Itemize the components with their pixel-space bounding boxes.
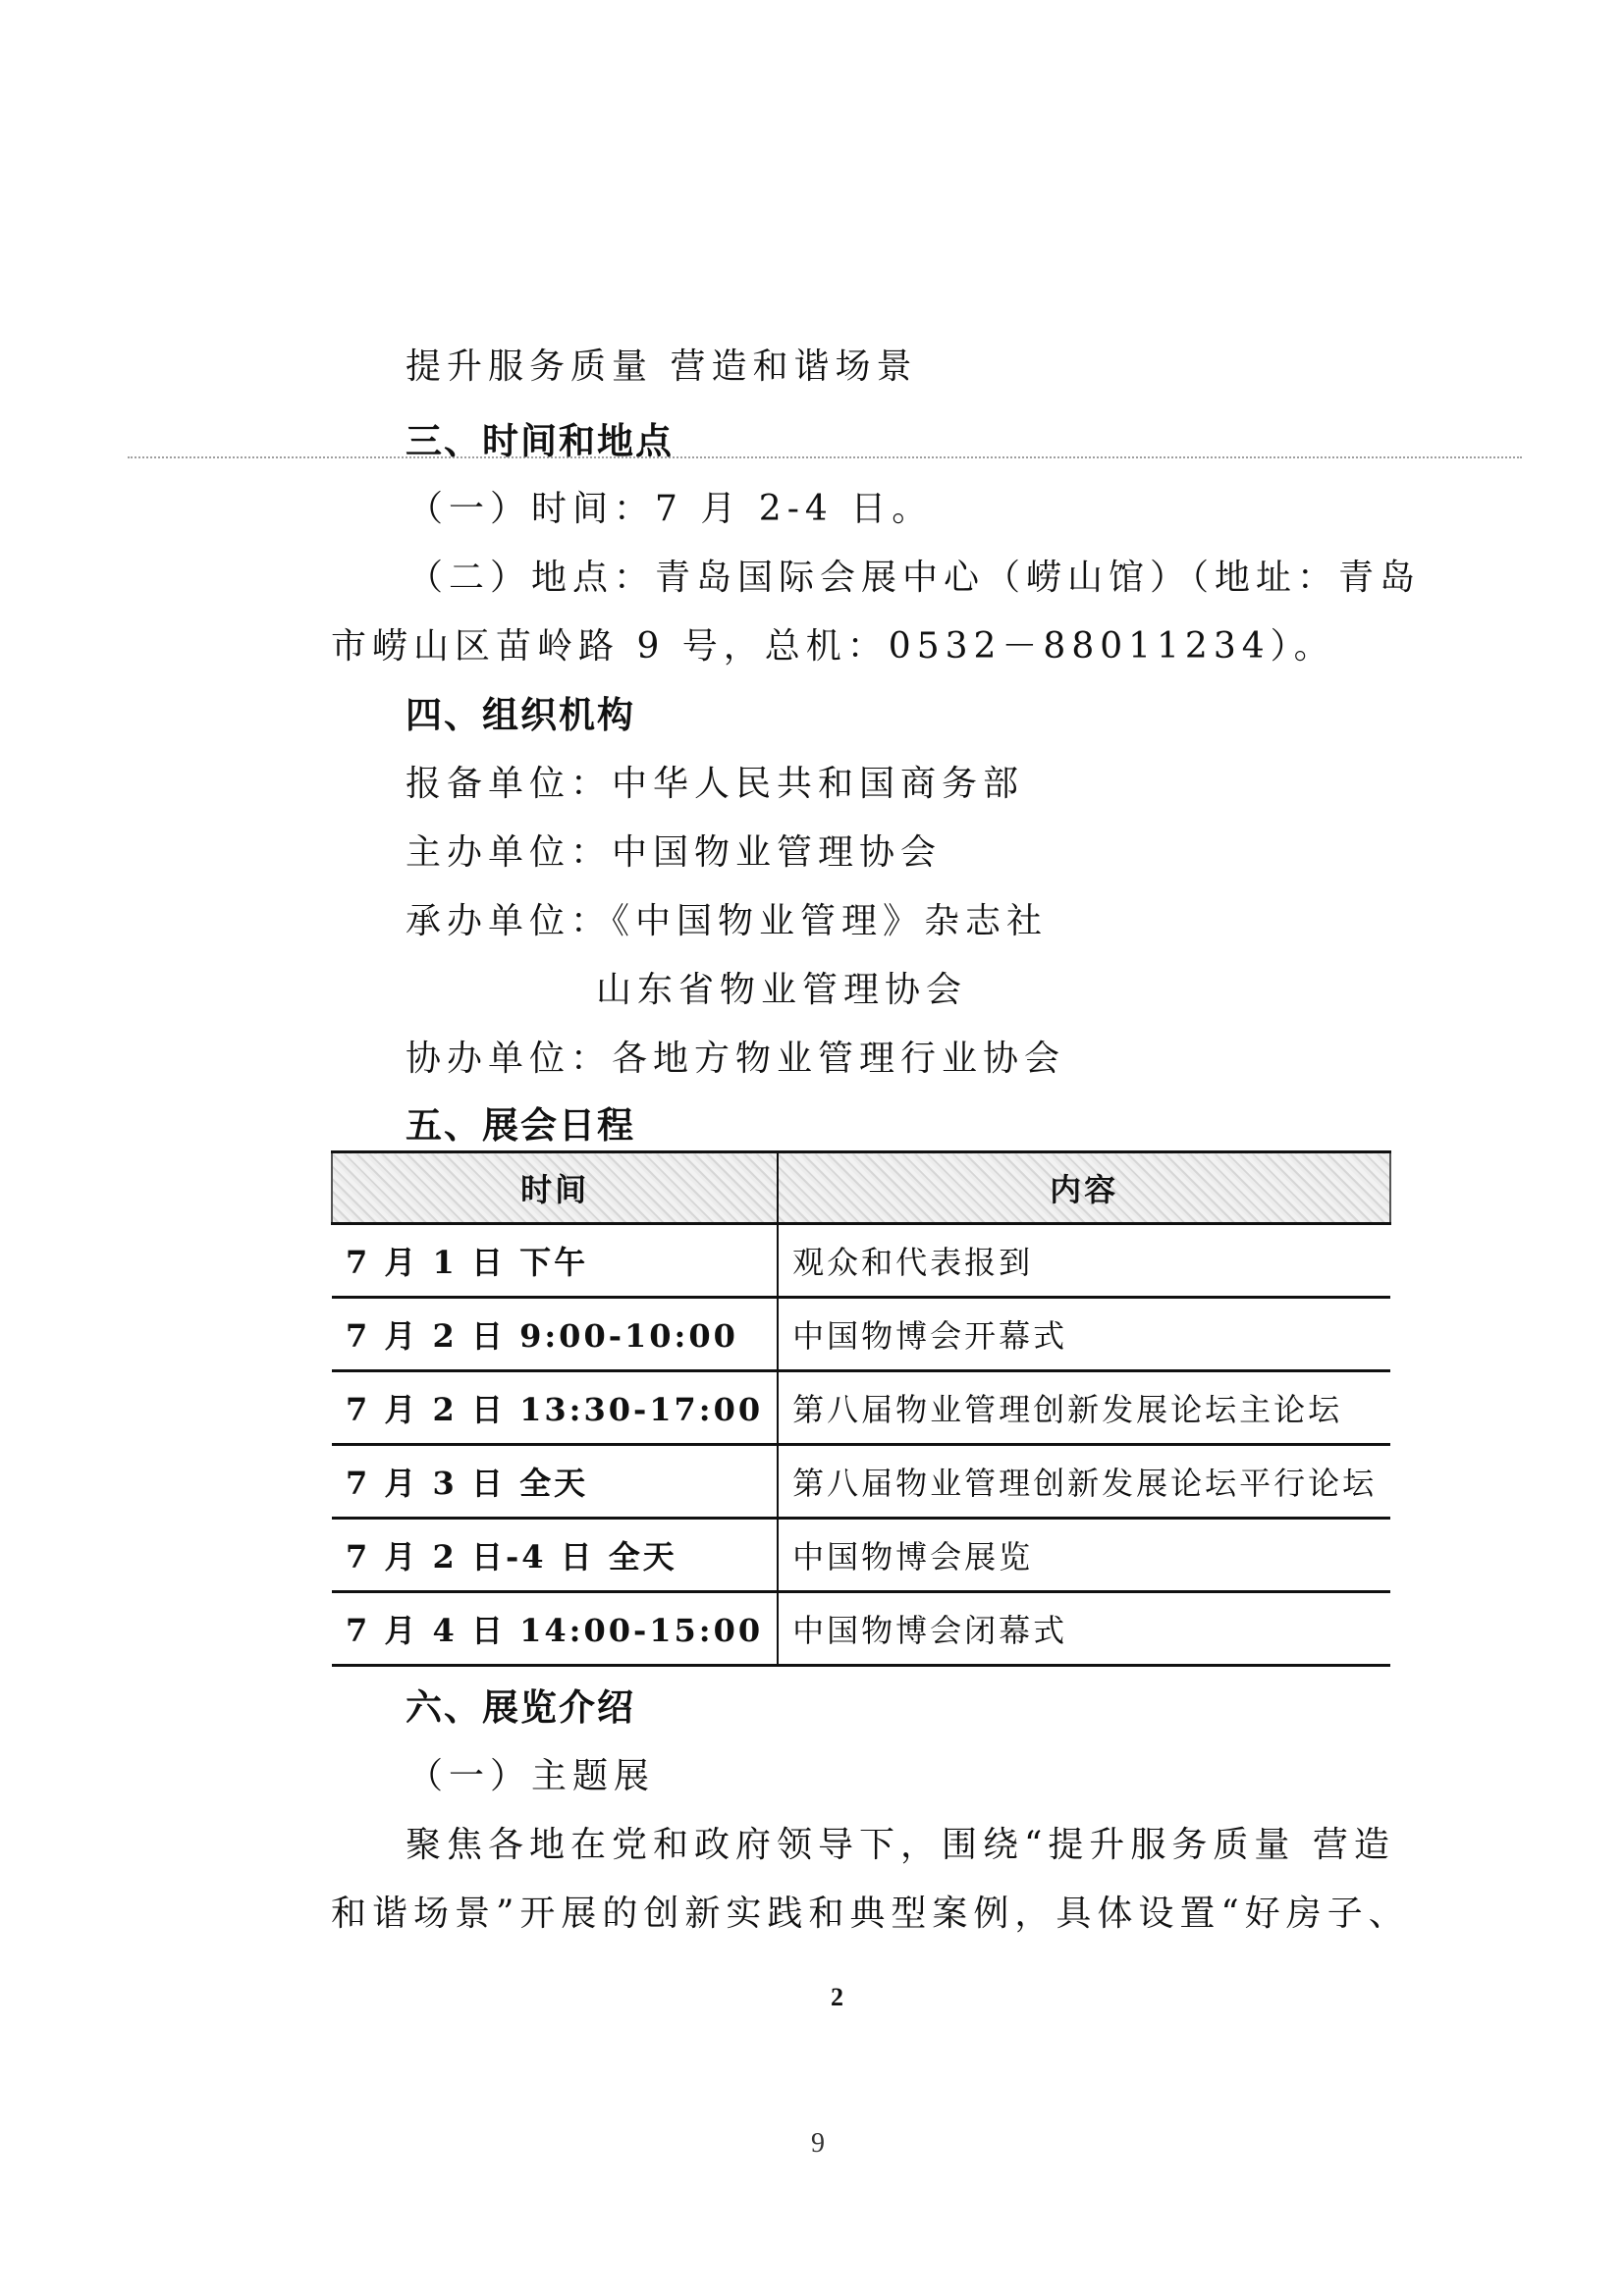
org-item [406, 1038, 1065, 1081]
scan-artifact-line [128, 456, 1522, 458]
section6-heading: 六、展览介绍 [406, 1686, 635, 1729]
table-row [332, 1519, 1390, 1592]
column-header-content: 内容 [778, 1152, 1390, 1224]
org-label: 承办单位： [406, 901, 613, 941]
org-item [406, 900, 1048, 943]
schedule-table [331, 1150, 1391, 1667]
table-row [332, 1371, 1390, 1445]
table-row [332, 1592, 1390, 1666]
table-header-row [332, 1152, 1390, 1224]
cell-time: 7 月 1 日 下午 [332, 1224, 778, 1298]
table-row [332, 1224, 1390, 1298]
org-item [596, 969, 967, 1012]
cell-content: 第八届物业管理创新发展论坛主论坛 [778, 1371, 1390, 1445]
table-row [332, 1445, 1390, 1519]
section6-para-line2: 和谐场景”开展的创新实践和典型案例，具体设置“好房子、 [331, 1894, 1410, 1934]
section6-para-line1: 聚焦各地在党和政府领导下，围绕“提升服务质量 营造 [406, 1825, 1395, 1865]
cell-time: 7 月 2 日 9:00-10:00 [332, 1298, 778, 1371]
cell-time: 7 月 2 日 13:30-17:00 [332, 1371, 778, 1445]
org-item [406, 763, 1024, 806]
section5-heading: 五、展会日程 [406, 1104, 635, 1147]
cell-content: 观众和代表报到 [778, 1224, 1390, 1298]
section3-heading: 三、时间和地点 [406, 420, 674, 462]
section4-heading: 四、组织机构 [406, 694, 635, 736]
org-label: 主办单位： [406, 832, 613, 873]
org-label: 协办单位： [406, 1039, 613, 1079]
cell-content: 中国物博会开幕式 [778, 1298, 1390, 1371]
theme-line: 提升服务质量 营造和谐场景 [406, 347, 918, 387]
cell-content: 中国物博会闭幕式 [778, 1592, 1390, 1666]
org-value: 各地方物业管理行业协会 [612, 1039, 1066, 1079]
table-row [332, 1298, 1390, 1371]
org-value: 山东省物业管理协会 [596, 970, 968, 1010]
inner-page-number: 2 [831, 1983, 843, 2011]
section3-place-line1: （二）地点：青岛国际会展中心（崂山馆）（地址：青岛 [407, 558, 1422, 598]
org-item [406, 831, 942, 875]
cell-time: 7 月 3 日 全天 [332, 1445, 778, 1519]
cell-content: 中国物博会展览 [778, 1519, 1390, 1592]
cell-time: 7 月 2 日-4 日 全天 [332, 1519, 778, 1592]
org-label: 报备单位： [406, 764, 613, 804]
outer-page-number: 9 [811, 2128, 825, 2159]
section6-sub1: （一）主题展 [407, 1756, 656, 1796]
org-value: 中国物业管理协会 [612, 832, 943, 873]
section3-time: （一）时间：7 月 2-4 日。 [407, 489, 934, 529]
cell-time: 7 月 4 日 14:00-15:00 [332, 1592, 778, 1666]
org-value: 《中国物业管理》杂志社 [612, 901, 1049, 941]
cell-content: 第八届物业管理创新发展论坛平行论坛 [778, 1445, 1390, 1519]
org-value: 中华人民共和国商务部 [612, 764, 1025, 804]
column-header-time: 时间 [332, 1152, 778, 1224]
section3-place-line2: 市崂山区苗岭路 9 号，总机：0532－88011234）。 [331, 626, 1335, 667]
